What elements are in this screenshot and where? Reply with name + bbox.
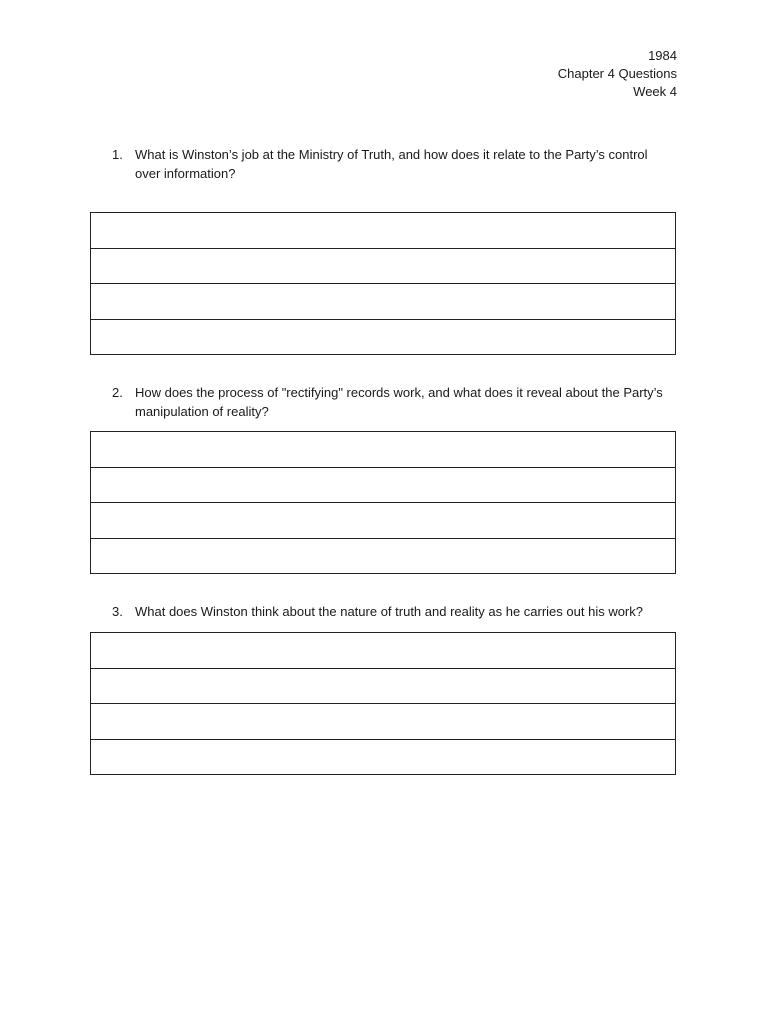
- answer-line[interactable]: [91, 503, 675, 539]
- question-text: How does the process of "rectifying" records work, and what does it reveal about the Party’s manipulation of reality?: [135, 385, 663, 419]
- answer-line[interactable]: [91, 539, 675, 575]
- question-2: [112, 383, 672, 421]
- answer-line[interactable]: [91, 432, 675, 468]
- question-number: 1.: [112, 147, 123, 162]
- answer-line[interactable]: [91, 468, 675, 504]
- answer-box-3: [90, 632, 676, 775]
- question-number: 2.: [112, 385, 123, 400]
- answer-line[interactable]: [91, 740, 675, 776]
- answer-line[interactable]: [91, 320, 675, 356]
- question-1: [112, 145, 672, 183]
- answer-box-2: [90, 431, 676, 574]
- question-number: 3.: [112, 604, 123, 619]
- document-header: [558, 47, 677, 101]
- answer-line[interactable]: [91, 213, 675, 249]
- answer-line[interactable]: [91, 669, 675, 705]
- answer-box-1: [90, 212, 676, 355]
- question-3: [112, 602, 672, 621]
- answer-line[interactable]: [91, 704, 675, 740]
- header-subtitle: Chapter 4 Questions: [557, 66, 677, 81]
- answer-line[interactable]: [91, 284, 675, 320]
- header-week: Week 4: [633, 84, 677, 99]
- answer-line[interactable]: [91, 633, 675, 669]
- question-text: What is Winston’s job at the Ministry of Truth, and how does it relate to the Party’s control over information?: [135, 147, 648, 181]
- answer-line[interactable]: [91, 249, 675, 285]
- header-title: 1984: [648, 48, 677, 63]
- question-text: What does Winston think about the nature of truth and reality as he carries out his work?: [135, 604, 643, 619]
